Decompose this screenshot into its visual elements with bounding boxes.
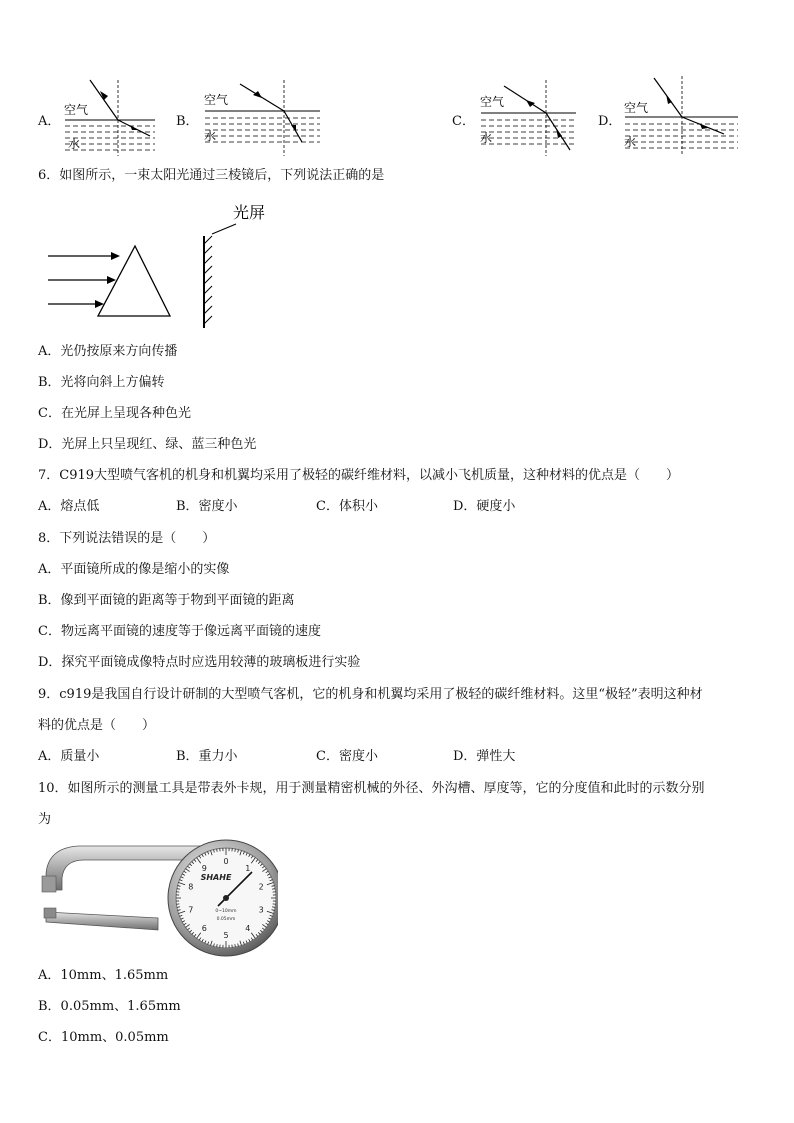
arrow-icon (107, 276, 116, 284)
q9-option-b[interactable]: B．重力小 (176, 749, 238, 764)
q9-option-a[interactable]: A．质量小 (38, 749, 100, 764)
refraction-diagram-b (200, 78, 325, 158)
q10-stem-line1: 10．如图所示的测量工具是带表外卡规，用于测量精密机械的外径、外沟槽、厚度等，它的分度值和此时的示数分别 (38, 781, 705, 796)
option-b-label: B． (176, 114, 199, 129)
q8-option-d[interactable]: D．探究平面镜成像特点时应选用较薄的玻璃板进行实验 (38, 655, 361, 670)
dial-tick (235, 944, 236, 947)
refraction-diagram-d (620, 72, 742, 158)
water-label: 水 (624, 135, 637, 149)
q8-option-c[interactable]: C．物远离平面镜的速度等于像远离平面镜的速度 (38, 624, 321, 639)
q9-stem-line2: 料的优点是（ ） (38, 718, 156, 733)
q7-option-b[interactable]: B．密度小 (176, 499, 238, 514)
q8-option-b[interactable]: B．像到平面镜的距离等于物到平面镜的距离 (38, 593, 295, 608)
dial-number: 2 (258, 882, 264, 892)
air-label: 空气 (624, 101, 649, 115)
q10-option-a[interactable]: A．10mm、1.65mm (38, 968, 169, 983)
dial-number: 6 (201, 923, 207, 933)
water-label: 水 (204, 129, 217, 143)
dial-tick (177, 907, 180, 908)
dial-caliper-photo (38, 838, 278, 960)
q10-stem-line2: 为 (38, 812, 52, 827)
dial-number: 9 (201, 864, 207, 874)
q9-stem-line1: 9．c919是我国自行设计研制的大型喷气客机，它的机身和机翼均采用了极轻的碳纤维材料。这里“极轻”表明这种材 (38, 687, 703, 702)
refraction-diagram-a (60, 78, 160, 158)
water-label: 水 (68, 137, 81, 151)
dial-number: 7 (188, 905, 194, 915)
option-c-label: C． (452, 114, 475, 129)
dial-number: 4 (245, 923, 251, 933)
dial-number: 1 (245, 864, 251, 874)
refraction-diagram-c (476, 78, 581, 158)
screen-label: 光屏 (233, 203, 266, 222)
dial-brand: SHAHE (200, 873, 232, 882)
dial-tick (272, 907, 275, 908)
water-label: 水 (480, 131, 493, 145)
dial-resolution: 0.05mm (216, 917, 236, 922)
q7-option-d[interactable]: D．硬度小 (453, 499, 516, 514)
q6-option-a[interactable]: A．光仍按原来方向传播 (38, 344, 178, 359)
option-a-label: A． (38, 114, 61, 129)
q10-option-b[interactable]: B．0.05mm、1.65mm (38, 999, 181, 1014)
dial-number: 5 (223, 931, 229, 940)
dial-number: 3 (258, 905, 264, 915)
dial-tick (272, 889, 275, 890)
q6-option-c[interactable]: C．在光屏上呈现各种色光 (38, 406, 191, 421)
dial-tick (217, 944, 218, 947)
dial-tick (217, 849, 218, 852)
dial-number: 8 (188, 882, 194, 892)
prism-screen-diagram (40, 198, 290, 333)
dial-tick (177, 889, 180, 890)
q8-option-a[interactable]: A．平面镜所成的像是缩小的实像 (38, 562, 230, 577)
q9-option-c[interactable]: C．密度小 (316, 749, 378, 764)
air-label: 空气 (64, 103, 89, 117)
arrow-icon (111, 252, 120, 260)
q6-stem: 6．如图所示，一束太阳光通过三棱镜后，下列说法正确的是 (38, 168, 385, 183)
dial-number: 0 (223, 857, 229, 866)
q9-option-d[interactable]: D．弹性大 (453, 749, 516, 764)
air-label: 空气 (480, 95, 505, 109)
q10-option-c[interactable]: C．10mm、0.05mm (38, 1030, 169, 1045)
q6-option-d[interactable]: D．光屏上只呈现红、绿、蓝三种色光 (38, 437, 257, 452)
q6-option-b[interactable]: B．光将向斜上方偏转 (38, 375, 165, 390)
q7-option-c[interactable]: C．体积小 (316, 499, 378, 514)
option-d-label: D． (598, 114, 622, 129)
dial-tick (235, 849, 236, 852)
dial-range: 0~10mm (215, 909, 237, 914)
q8-stem: 8．下列说法错误的是（ ） (38, 531, 216, 546)
q7-stem: 7．C919大型喷气客机的机身和机翼均采用了极轻的碳纤维材料，以减小飞机质量，这种材料的优点是（ ） (38, 468, 680, 483)
q7-option-a[interactable]: A．熔点低 (38, 499, 100, 514)
air-label: 空气 (204, 93, 229, 107)
